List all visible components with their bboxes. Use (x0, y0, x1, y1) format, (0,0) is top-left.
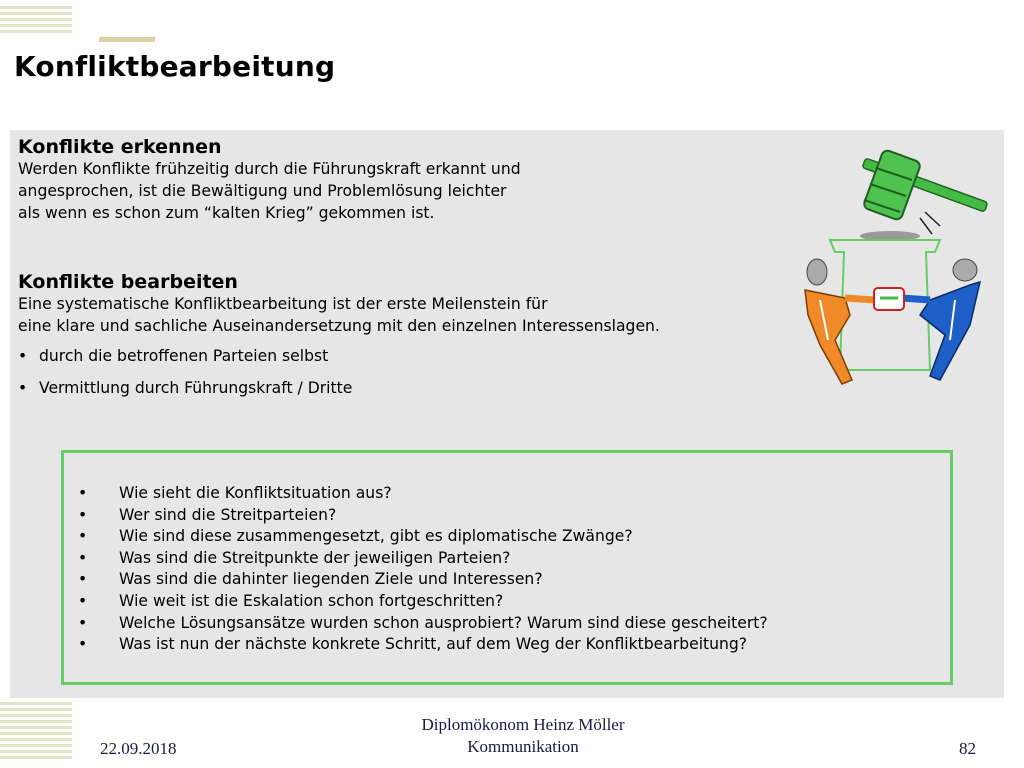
person-right-icon (902, 259, 980, 380)
conflict-illustration (790, 140, 1000, 410)
footer-date: 22.09.2018 (100, 739, 177, 758)
list-item: • Was ist nun der nächste konkrete Schritt, auf dem Weg der Konfliktbearbeitung? (64, 634, 950, 656)
list-item: • durch die betroffenen Parteien selbst (18, 345, 660, 367)
questions-box (61, 450, 953, 685)
section-line: Werden Konflikte frühzeitig durch die Führungskraft erkannt und (18, 160, 521, 178)
footer-author-block (350, 714, 696, 758)
footer-author: Diplomökonom Heinz Möller (421, 715, 625, 734)
questions-list (64, 453, 950, 656)
content-panel (10, 130, 1004, 698)
footer-subject: Kommunikation (467, 737, 579, 756)
section-konflikte-erkennen (18, 136, 521, 224)
list-item: • Welche Lösungsansätze wurden schon ausprobiert? Warum sind diese gescheitert? (64, 613, 950, 635)
bullet-list (18, 345, 660, 399)
section-heading: Konflikte erkennen (18, 136, 222, 158)
section-line: Eine systematische Konfliktbearbeitung ist der erste Meilenstein für (18, 295, 548, 313)
title-accent-bar (99, 37, 155, 42)
list-item: • Wer sind die Streitparteien? (64, 505, 950, 527)
list-item: • Wie sind diese zusammengesetzt, gibt es diplomatische Zwänge? (64, 526, 950, 548)
section-heading: Konflikte bearbeiten (18, 271, 238, 293)
section-line: als wenn es schon zum “kalten Krieg” gekommen ist. (18, 204, 435, 222)
contested-flag-icon (874, 288, 904, 310)
section-konflikte-bearbeiten (18, 271, 660, 409)
list-item: • Wie weit ist die Eskalation schon fortgeschritten? (64, 591, 950, 613)
person-left-icon (805, 259, 875, 384)
list-item: • Vermittlung durch Führungskraft / Dritte (18, 377, 660, 399)
list-item: • Was sind die Streitpunkte der jeweiligen Parteien? (64, 548, 950, 570)
section-line: angesprochen, ist die Bewältigung und Problemlösung leichter (18, 182, 507, 200)
page-number: 82 (959, 739, 976, 758)
gavel-icon (860, 149, 988, 241)
list-item: • Was sind die dahinter liegenden Ziele und Interessen? (64, 569, 950, 591)
decorative-stripes-top (0, 6, 72, 36)
list-item: • Wie sieht die Konfliktsituation aus? (64, 483, 950, 505)
page-title: Konfliktbearbeitung (14, 50, 336, 83)
section-line: eine klare und sachliche Auseinandersetzung mit den einzelnen Interessenslagen. (18, 317, 660, 335)
decorative-stripes-bottom (0, 702, 72, 762)
